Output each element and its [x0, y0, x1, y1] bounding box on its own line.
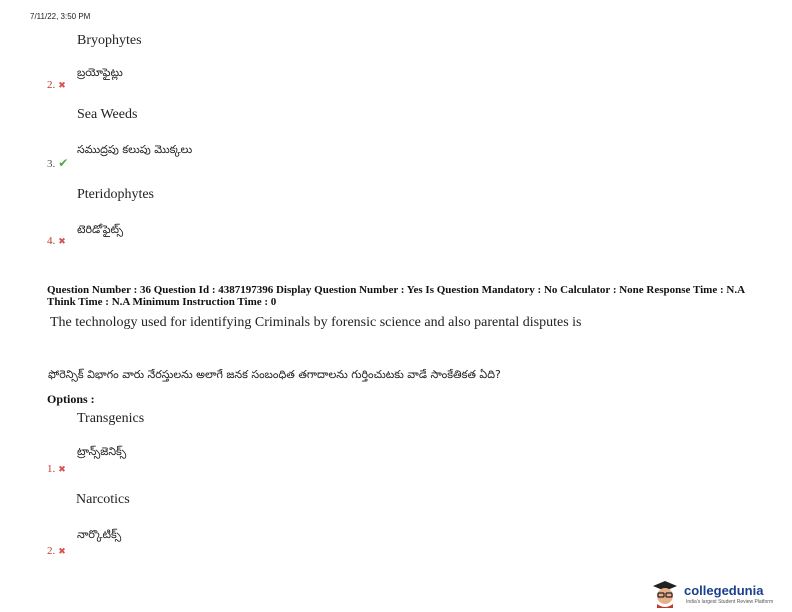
option-telugu-sea-weeds: సముద్రపు కలుపు మొక్కలు	[77, 143, 193, 156]
options-heading: Options :	[47, 392, 95, 406]
option-telugu-narcotics: నార్కొటిక్స్	[77, 528, 122, 541]
option-number: 3.	[47, 158, 56, 170]
check-icon: ✔	[58, 156, 69, 170]
cross-icon: ✖	[58, 237, 66, 247]
option-number-row	[47, 231, 66, 249]
brand-name: collegedunia	[684, 583, 764, 598]
option-english-bryophytes: Bryophytes	[77, 33, 142, 48]
collegedunia-logo	[650, 580, 790, 608]
graduate-mascot-icon	[650, 580, 680, 608]
option-telugu-bryophytes: బ్రయోఫైట్లు	[77, 66, 123, 79]
option-number: 4.	[47, 235, 56, 247]
option-telugu-pteridophytes: టెరిడోఫైట్స్	[77, 223, 124, 236]
print-timestamp: 7/11/22, 3:50 PM	[30, 12, 91, 21]
option-number-row	[47, 541, 66, 559]
option-number-row	[47, 154, 68, 172]
question-meta: Question Number : 36 Question Id : 4387197396 Display Question Number : Yes Is Question Mandatory : No Calculator : None Response Time : N.A Think Time : N.A Minimum Instruction Time : 0	[47, 284, 745, 308]
option-english-sea-weeds: Sea Weeds	[77, 107, 138, 122]
option-english-transgenics: Transgenics	[77, 411, 145, 426]
cross-icon: ✖	[58, 465, 66, 475]
option-number-row	[47, 75, 66, 93]
option-number: 2.	[47, 545, 56, 557]
cross-icon: ✖	[58, 547, 66, 557]
question-text-english: The technology used for identifying Criminals by forensic science and also parental disputes is	[50, 315, 582, 330]
cross-icon: ✖	[58, 81, 66, 91]
option-telugu-transgenics: ట్రాన్స్‌జెనిక్స్	[77, 445, 127, 458]
option-english-pteridophytes: Pteridophytes	[77, 187, 154, 202]
question-text-telugu: ఫోరెన్సిక్ విభాగం వారు నేరస్తులను అలాగే జనక సంబంధిత తగాదాలను గుర్తించుటకు వాడే సాంకేతికత ఏది?	[48, 368, 501, 381]
option-number: 2.	[47, 79, 56, 91]
option-number: 1.	[47, 463, 56, 475]
option-english-narcotics: Narcotics	[76, 492, 130, 507]
brand-tagline: India's largest Student Review Platform	[686, 599, 774, 605]
option-number-row	[47, 459, 66, 477]
